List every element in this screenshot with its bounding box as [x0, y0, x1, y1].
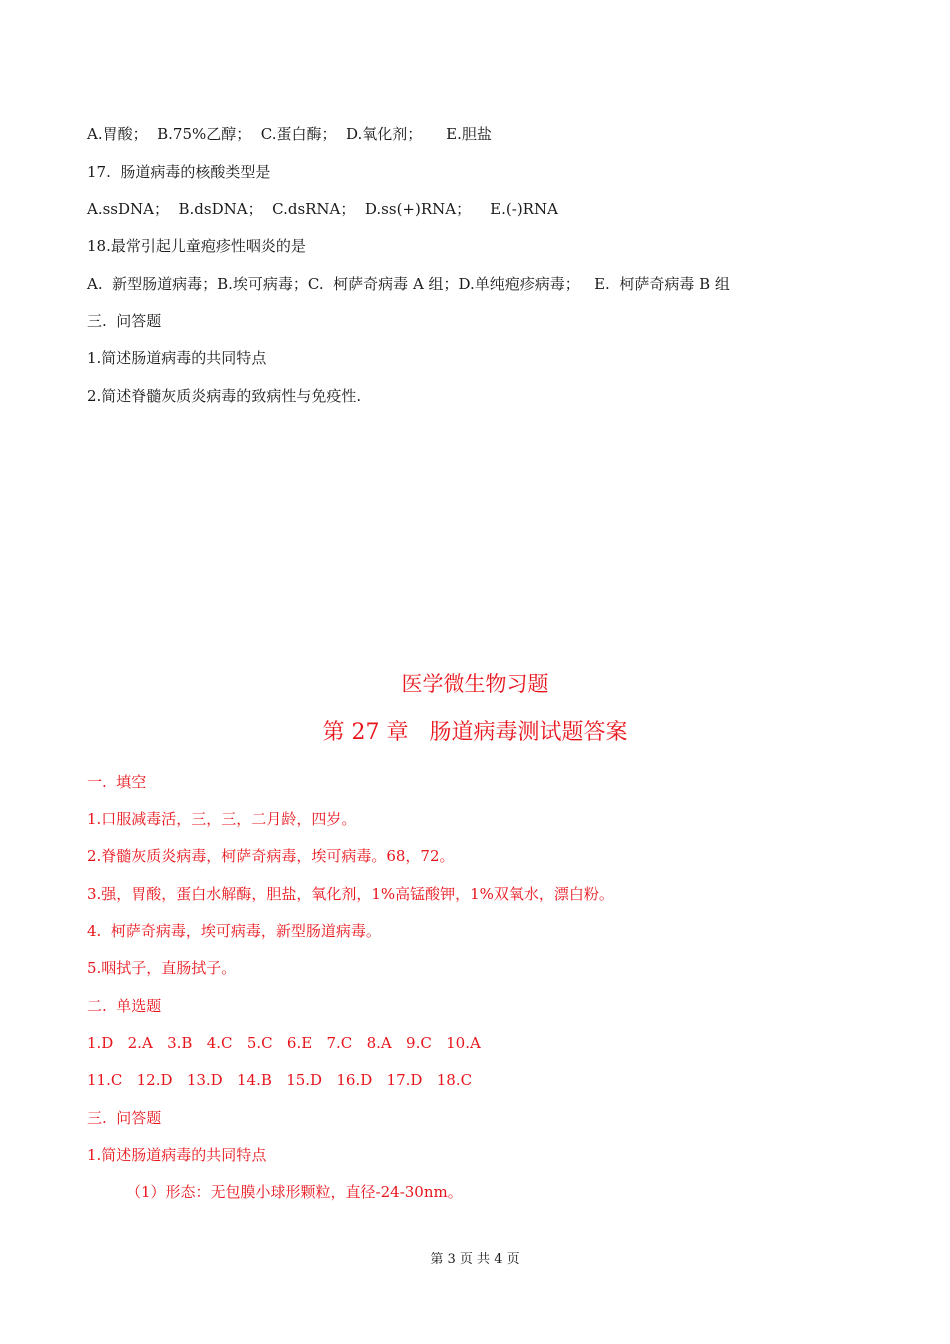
q16-options: A.胃酸； B.75%乙醇； C.蛋白酶； D.氧化剂； E.胆盐: [87, 125, 492, 143]
answers-title: 医学微生物习题: [401, 672, 549, 696]
mc-answers-row-1: 1.D 2.A 3.B 4.C 5.C 6.E 7.C 8.A 9.C 10.A: [87, 1034, 481, 1052]
fill-answer-1: 1.口服减毒活，三，三，二月龄，四岁。: [87, 810, 357, 828]
essay-question-1: 1.简述肠道病毒的共同特点: [87, 349, 267, 367]
essay-answer-1-point-1: （1）形态：无包膜小球形颗粒，直径-24-30nm。: [126, 1183, 463, 1201]
q18-stem: 18.最常引起儿童疱疹性咽炎的是: [87, 237, 306, 255]
q17-stem: 17. 肠道病毒的核酸类型是: [87, 163, 271, 181]
fill-answer-5: 5.咽拭子，直肠拭子。: [87, 959, 237, 977]
fill-answer-2: 2.脊髓灰质炎病毒，柯萨奇病毒，埃可病毒。68，72。: [87, 847, 455, 865]
mc-heading: 二. 单选题: [87, 997, 162, 1015]
mc-answers-row-2: 11.C 12.D 13.D 14.B 15.D 16.D 17.D 18.C: [87, 1071, 473, 1089]
fill-answer-4: 4. 柯萨奇病毒，埃可病毒，新型肠道病毒。: [87, 922, 381, 940]
essay-answer-1-title: 1.简述肠道病毒的共同特点: [87, 1146, 267, 1164]
q18-options: A. 新型肠道病毒；B.埃可病毒；C. 柯萨奇病毒 A 组；D.单纯疱疹病毒； E. 柯萨奇病毒 B 组: [87, 275, 730, 293]
fill-answer-3: 3.强，胃酸，蛋白水解酶，胆盐，氧化剂，1%高锰酸钾，1%双氧水，漂白粉。: [87, 885, 614, 903]
q17-options: A.ssDNA； B.dsDNA； C.dsRNA； D.ss(+)RNA； E.(-)RNA: [87, 200, 558, 218]
section3-heading: 三. 问答题: [87, 312, 162, 330]
page-number: 第 3 页 共 4 页: [430, 1252, 520, 1267]
essay-heading: 三. 问答题: [87, 1109, 162, 1127]
essay-question-2: 2.简述脊髓灰质炎病毒的致病性与免疫性.: [87, 387, 362, 405]
answers-subtitle: 第 27 章 肠道病毒测试题答案: [322, 720, 628, 745]
fill-heading: 一. 填空: [87, 773, 147, 791]
